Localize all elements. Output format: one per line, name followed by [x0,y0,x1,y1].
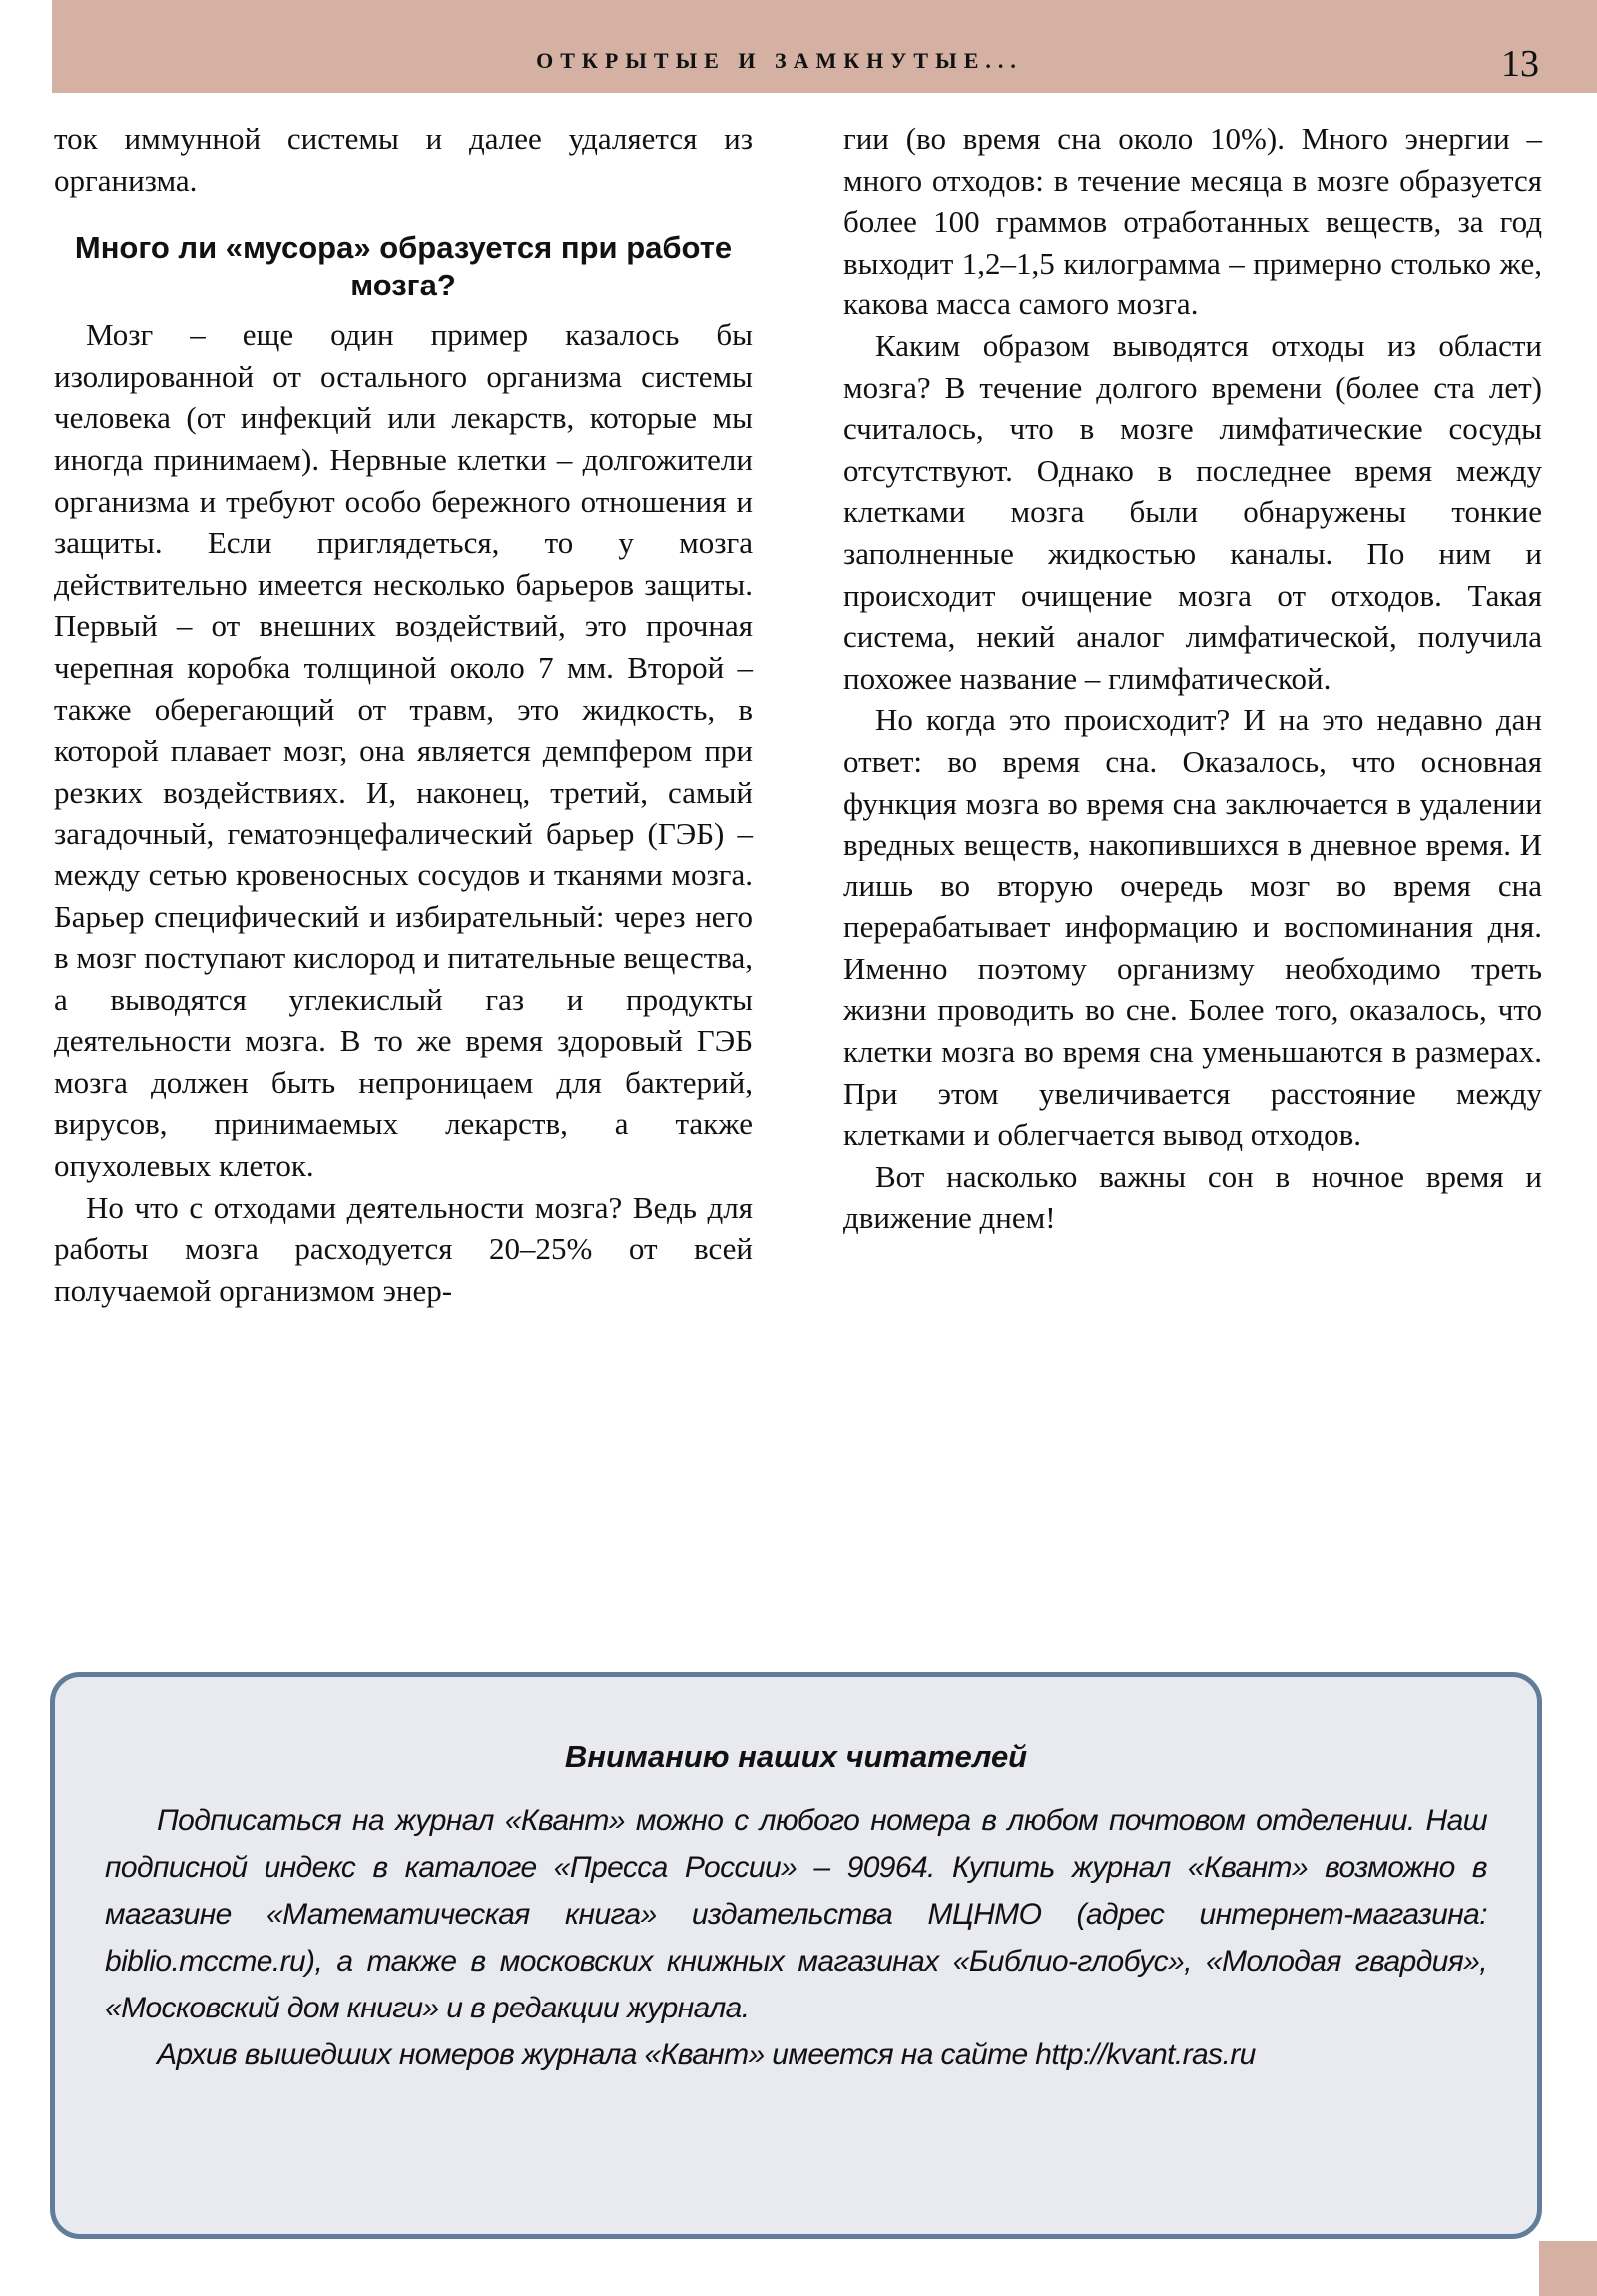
section-heading: Много ли «мусора» образуется при работе мозга? [74,230,733,303]
body-paragraph: Каким образом выводятся отходы из области мозга? В течение долгого времени (более ста лет) считалось, что в мозге лимфатические сосуды отсутствуют. Однако в последнее время между клетками мозга были обнаружены тонкие заполненные жидкостью каналы. По ним и происходит очищение мозга от отходов. Такая система, некий аналог лимфатической, получила похожее название – глимфатической. [843,327,1542,696]
left-column [54,118,753,1311]
page-number: 13 [1501,43,1539,85]
body-paragraph: Но когда это происходит? И на это недавно дан ответ: во время сна. Оказалось, что основная функция мозга во время сна заключается в удалении вредных веществ, накопившихся в дневное время. И лишь во вторую очередь мозг во время сна перерабатывает информацию и воспоминания дня. Именно поэтому организму необходимо треть жизни проводить во сне. Более того, оказалось, что клетки мозга во время сна уменьшаются в размерах. При этом увеличивается расстояние между клетками и облегчается вывод отходов. [843,702,1542,1153]
notice-paragraph: Архив вышедших номеров журнала «Квант» имеется на сайте http://kvant.ras.ru [157,2038,1256,2071]
continued-paragraph: ток иммунной системы и далее удаляется из организма. [54,121,753,198]
body-paragraph: Вот насколько важны сон в ночное время и движение днем! [843,1158,1542,1236]
continued-paragraph: гии (во время сна около 10%). Много энергии – много отходов: в течение месяца в мозге образуется более 100 граммов отработанных веществ, за год выходит 1,2–1,5 килограмма – примерно столько же, какова масса самого мозга. [843,121,1542,322]
right-column [843,118,1542,1239]
notice-paragraph: Подписаться на журнал «Квант» можно с любого номера в любом почтовом отделении. Наш подписной индекс в каталоге «Пресса России» – 90964. Купить журнал «Квант» возможно в магазине «Математическая книга» издательства МЦНМО (адрес интернет-магазина: biblio.mccme.ru), а также в московских книжных магазинах «Библио-глобус», «Молодая гвардия», «Московский дом книги» и в редакции журнала. [105,1804,1487,2024]
body-paragraph: Но что с отходами деятельности мозга? Ведь для работы мозга расходуется 20–25% от всей получаемой организмом энер- [54,1189,753,1308]
running-header [52,0,1597,93]
notice-body [105,1797,1487,2078]
reader-notice-box [50,1672,1542,2239]
notice-title: Вниманию наших читателей [564,1739,1028,1774]
running-title: ОТКРЫТЫЕ И ЗАМКНУТЫЕ... [536,48,1023,73]
body-paragraph: Мозг – еще один пример казалось бы изолированной от остального организма системы человека (от инфекций или лекарств, которые мы иногда принимаем). Нервные клетки – долгожители организма и требуют особо бережного отношения и защиты. Если приглядеться, то у мозга действительно имеется несколько барьеров защиты. Первый – от внешних воздействий, это прочная черепная коробка толщиной около 7 мм. Второй – также оберегающий от травм, это жидкость, в которой плавает мозг, она является демпфером при резких воздействиях. И, наконец, третий, самый загадочный, гематоэнцефалический барьер (ГЭБ) – между сетью кровеносных сосудов и тканями мозга. Барьер специфический и избирательный: через него в мозг поступают кислород и питательные вещества, а выводятся углекислый газ и продукты деятельности мозга. В то же время здоровый ГЭБ мозга должен быть непроницаем для бактерий, вирусов, принимаемых лекарств, а также опухолевых клеток. [54,317,753,1184]
corner-tab-decoration [1539,2241,1597,2296]
